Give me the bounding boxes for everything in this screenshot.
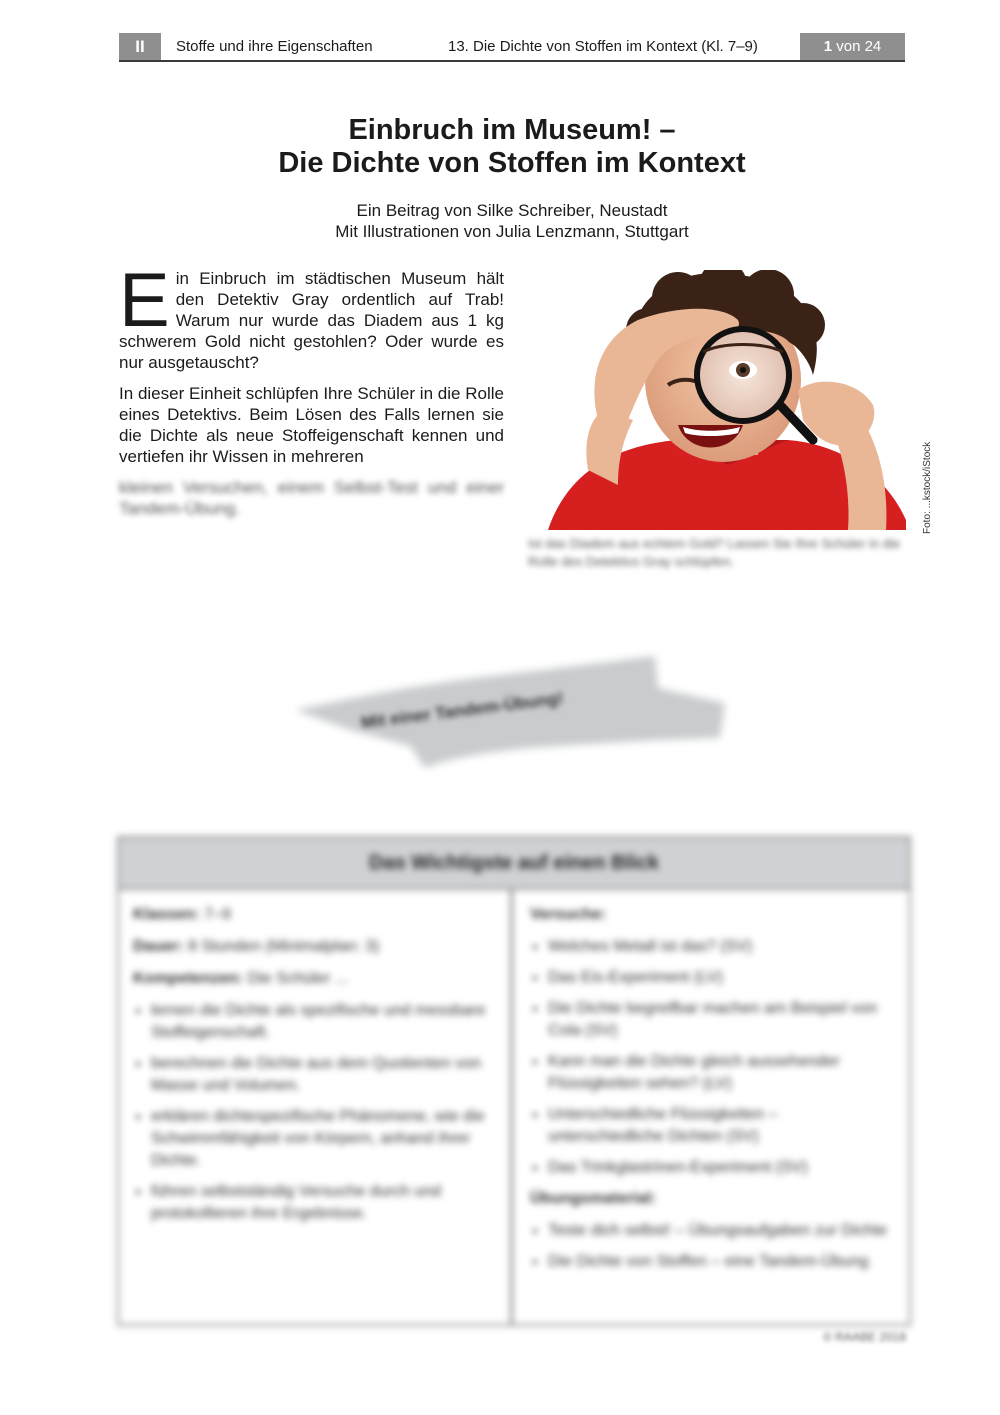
header-topic: Stoffe und ihre Eigenschaften <box>176 38 373 55</box>
kompetenzen-line <box>133 968 496 990</box>
page-total: von 24 <box>836 38 882 55</box>
header-divider <box>119 60 905 62</box>
title-line-1: Einbruch im Museum! – <box>348 114 676 146</box>
header-unit: 13. Die Dichte von Stoffen im Kontext (Kl. 7–9) <box>448 38 758 55</box>
photo-illustration <box>528 270 906 530</box>
detective-boy-photo <box>528 270 906 530</box>
overview-columns <box>119 890 909 1324</box>
kompetenzen-value: Die Schüler ... <box>247 970 349 987</box>
list-item: • Die Dichte von Stoffen – eine Tandem-Übung <box>548 1251 895 1273</box>
byline-author: Ein Beitrag von Silke Schreiber, Neustadt <box>356 201 668 220</box>
page-current: 1 <box>823 38 833 55</box>
photo-credit <box>907 404 933 534</box>
versuche-list <box>530 936 895 1179</box>
list-item: • Unterschiedliche Flüssigkeiten – unterschiedliche Dichten (SV) <box>548 1104 895 1148</box>
list-item: • lernen die Dichte als spezifische und messbare Stoffeigenschaft. <box>151 1000 496 1044</box>
overview-box <box>117 836 911 1326</box>
section-badge: II <box>119 33 161 61</box>
dauer-label: Dauer: <box>133 938 184 955</box>
uebung-label: Übungsmaterial: <box>530 1190 657 1207</box>
kompetenzen-label: Kompetenzen: <box>133 970 244 987</box>
list-item: • führen selbstständig Versuche durch und protokollieren ihre Ergebnisse. <box>151 1181 496 1225</box>
versuche-line <box>530 904 895 926</box>
klassen-label: Klassen: <box>133 906 200 923</box>
klassen-value: 7–9 <box>204 906 231 923</box>
intro-text <box>119 258 504 529</box>
intro-paragraph-1 <box>119 258 504 373</box>
copyright-footer: © RAABE 2018 <box>823 1330 906 1344</box>
photo-credit-text: Foto: ...kstock/iStock <box>922 441 933 534</box>
drop-cap: E <box>119 258 170 343</box>
byline-illustrations: Mit Illustrationen von Julia Lenzmann, Stuttgart <box>335 222 689 241</box>
uebung-list <box>530 1220 895 1273</box>
overview-right-column <box>516 890 909 1324</box>
list-item: • Welches Metall ist das? (SV) <box>548 936 895 958</box>
list-item: • erklären dichtespezifische Phänomene, wie die Schwimmfähigkeit von Körpern, anhand ihrer Dichte. <box>151 1106 496 1172</box>
page-title <box>119 114 905 180</box>
list-item: • Teste dich selbst! – Übungsaufgaben zur Dichte <box>548 1220 895 1242</box>
dauer-value: 8 Stunden (Minimalplan: 3) <box>188 938 380 955</box>
uebung-line <box>530 1188 895 1210</box>
list-item: • Das Eis-Experiment (LV) <box>548 967 895 989</box>
intro-paragraph-2: In dieser Einheit schlüpfen Ihre Schüler in die Rolle eines Detektivs. Beim Lösen des Falls lernen sie die Dichte als neue Stoffeigenschaft kennen und vertiefen ihr Wissen in mehreren <box>119 384 504 466</box>
dauer-line <box>133 936 496 958</box>
page-indicator <box>800 33 905 61</box>
title-line-2: Die Dichte von Stoffen im Kontext <box>278 147 746 179</box>
list-item: • berechnen die Dichte aus dem Quotienten von Masse und Volumen. <box>151 1053 496 1097</box>
banner-text: Mit einer Tandem-Übung! <box>359 688 565 733</box>
klassen-line <box>133 904 496 926</box>
kompetenzen-list <box>133 1000 496 1225</box>
byline <box>119 200 905 242</box>
list-item: • Das Trinkglastrinen-Experiment (SV) <box>548 1157 895 1179</box>
list-item: • Kann man die Dichte gleich aussehender Flüssigkeiten sehen? (LV) <box>548 1051 895 1095</box>
intro-paragraph-1-text: in Einbruch im städtischen Museum hält den Detektiv Gray ordentlich auf Trab! Warum nur wurde das Diadem aus 1 kg schwerem Gold nicht gestohlen? Oder wurde es nur ausgetauscht? <box>119 269 504 372</box>
overview-left-column <box>119 890 513 1324</box>
page-header <box>119 33 905 61</box>
list-item: • Die Dichte begreifbar machen am Beispiel von Cola (SV) <box>548 998 895 1042</box>
photo-caption: Ist das Diadem aus echtem Gold? Lassen Sie Ihre Schüler in die Rolle des Detektivs Gray schlüpfen. <box>528 536 901 569</box>
intro-paragraph-2-blurred: kleinen Versuchen, einem Selbst-Test und einer Tandem-Übung. <box>119 478 504 518</box>
versuche-label: Versuche: <box>530 906 607 923</box>
overview-heading: Das Wichtigste auf einen Blick <box>119 838 909 890</box>
